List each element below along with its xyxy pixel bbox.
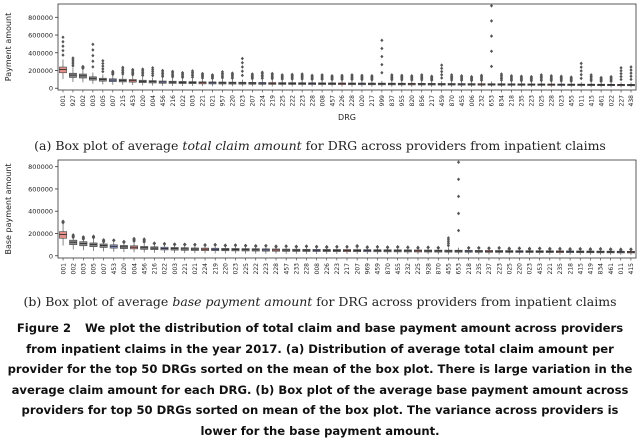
x-tick-label: 225 bbox=[279, 95, 287, 107]
x-tick-label: 207 bbox=[249, 95, 257, 107]
outlier-point bbox=[629, 65, 632, 69]
outlier-point bbox=[396, 245, 399, 249]
x-tick-label: 216 bbox=[151, 263, 159, 275]
outlier-point bbox=[214, 243, 217, 247]
x-tick-label: 453 bbox=[129, 95, 137, 107]
outlier-point bbox=[61, 35, 64, 39]
x-tick-label: 023 bbox=[526, 263, 534, 275]
x-tick-label: 653 bbox=[488, 95, 496, 107]
x-tick-label: 453 bbox=[110, 263, 118, 275]
x-tick-label: 228 bbox=[303, 263, 311, 275]
outlier-point bbox=[91, 48, 94, 52]
x-tick-label: 002 bbox=[80, 95, 88, 107]
x-tick-label: 008 bbox=[319, 95, 327, 107]
outlier-point bbox=[629, 248, 632, 252]
outlier-point bbox=[386, 246, 389, 250]
x-tick-label: 834 bbox=[597, 263, 605, 275]
x-tick-label: 455 bbox=[458, 95, 466, 107]
outlier-point bbox=[193, 243, 196, 247]
caption-b bbox=[0, 294, 640, 309]
x-tick-label: 834 bbox=[498, 95, 506, 107]
y-tick-label: 200000 bbox=[28, 66, 53, 75]
x-tick-label: 217 bbox=[428, 95, 436, 107]
outlier-point bbox=[548, 247, 551, 251]
x-tick-label: 223 bbox=[299, 95, 307, 107]
outlier-point bbox=[579, 247, 582, 251]
outlier-point bbox=[457, 229, 460, 233]
y-tick-label: 200000 bbox=[28, 230, 53, 238]
caption-a-emph: total claim amount bbox=[182, 138, 302, 153]
x-tick-label: 023 bbox=[239, 95, 247, 107]
x-tick-label: 856 bbox=[418, 95, 426, 107]
x-tick-label: 003 bbox=[80, 263, 88, 275]
x-tick-label: 999 bbox=[379, 95, 387, 107]
outlier-point bbox=[440, 67, 443, 71]
x-tick-label: 820 bbox=[408, 95, 416, 107]
x-tick-label: 459 bbox=[438, 95, 446, 107]
outlier-point bbox=[224, 244, 227, 248]
x-tick-label: 023 bbox=[232, 263, 240, 275]
outlier-point bbox=[490, 49, 493, 53]
y-axis-label: Base payment amount bbox=[4, 163, 13, 255]
x-tick-label: 004 bbox=[149, 95, 157, 107]
outlier-point bbox=[558, 247, 561, 251]
outlier-point bbox=[61, 49, 64, 53]
outlier-point bbox=[518, 247, 521, 251]
outlier-point bbox=[599, 247, 602, 251]
x-tick-label: 453 bbox=[536, 263, 544, 275]
outlier-point bbox=[629, 78, 632, 82]
y-tick-label: 600000 bbox=[28, 185, 53, 194]
chart-panel-b bbox=[0, 150, 640, 318]
outlier-point bbox=[295, 245, 298, 249]
chart-panel-a bbox=[0, 0, 640, 150]
x-tick-label: 233 bbox=[293, 263, 301, 275]
figure-caption bbox=[4, 318, 636, 441]
y-tick-label: 400000 bbox=[28, 207, 53, 216]
x-tick-label: 002 bbox=[70, 263, 78, 275]
x-tick-label: 928 bbox=[425, 263, 433, 275]
outlier-point bbox=[61, 40, 64, 44]
outlier-point bbox=[580, 69, 583, 73]
outlier-point bbox=[380, 39, 383, 43]
outlier-point bbox=[91, 43, 94, 47]
outlier-point bbox=[325, 246, 328, 250]
outlier-point bbox=[580, 77, 583, 81]
x-tick-label: 415 bbox=[577, 263, 585, 275]
outlier-point bbox=[440, 73, 443, 77]
x-tick-label: 235 bbox=[476, 263, 484, 275]
outlier-point bbox=[498, 246, 501, 250]
outlier-point bbox=[440, 76, 443, 80]
outlier-point bbox=[241, 74, 244, 78]
caption-b-suffix: for DRG across providers from inpatient claims bbox=[312, 294, 617, 309]
outlier-point bbox=[447, 236, 450, 240]
outlier-point bbox=[241, 65, 244, 69]
x-tick-label: 957 bbox=[219, 95, 227, 107]
outlier-point bbox=[477, 246, 480, 250]
outlier-point bbox=[380, 71, 383, 75]
x-tick-label: 223 bbox=[334, 263, 342, 275]
outlier-point bbox=[183, 243, 186, 247]
x-tick-label: 237 bbox=[486, 263, 494, 275]
outlier-point bbox=[440, 70, 443, 74]
outlier-point bbox=[380, 55, 383, 59]
x-tick-label: 457 bbox=[329, 95, 337, 107]
x-tick-label: 011 bbox=[578, 95, 586, 107]
box-plot-base-payment bbox=[0, 150, 640, 292]
x-tick-label: 220 bbox=[516, 263, 524, 275]
x-tick-label: 224 bbox=[259, 95, 267, 107]
outlier-point bbox=[580, 62, 583, 66]
x-tick-label: 011 bbox=[617, 263, 625, 275]
x-tick-label: 020 bbox=[359, 95, 367, 107]
x-tick-label: 927 bbox=[70, 95, 78, 107]
outlier-point bbox=[241, 61, 244, 65]
outlier-point bbox=[487, 247, 490, 251]
x-tick-label: 221 bbox=[547, 263, 555, 275]
outlier-point bbox=[335, 245, 338, 249]
x-tick-label: 456 bbox=[141, 263, 149, 275]
x-tick-label: 455 bbox=[394, 263, 402, 275]
outlier-point bbox=[366, 246, 369, 250]
box-plot-total-claim bbox=[0, 0, 640, 135]
x-tick-label: 207 bbox=[354, 263, 362, 275]
x-tick-label: 025 bbox=[506, 263, 514, 275]
x-tick-label: 007 bbox=[110, 95, 118, 107]
x-tick-label: 217 bbox=[344, 263, 352, 275]
x-tick-label: 224 bbox=[202, 263, 210, 275]
x-tick-label: 228 bbox=[273, 263, 281, 275]
outlier-point bbox=[629, 68, 632, 72]
x-tick-label: 415 bbox=[628, 263, 636, 275]
x-tick-label: 219 bbox=[269, 95, 277, 107]
outlier-point bbox=[629, 74, 632, 78]
x-tick-label: 235 bbox=[557, 263, 565, 275]
outlier-point bbox=[264, 244, 267, 248]
x-tick-label: 227 bbox=[618, 95, 626, 107]
y-axis-label: Payment amount bbox=[4, 12, 13, 82]
outlier-point bbox=[380, 47, 383, 51]
outlier-point bbox=[490, 19, 493, 23]
x-tick-label: 005 bbox=[90, 263, 98, 275]
outlier-point bbox=[457, 178, 460, 182]
x-tick-label: 222 bbox=[289, 95, 297, 107]
outlier-point bbox=[285, 245, 288, 249]
outlier-point bbox=[91, 59, 94, 63]
x-tick-label: 021 bbox=[209, 95, 217, 107]
outlier-point bbox=[315, 245, 318, 249]
x-tick-label: 007 bbox=[100, 263, 108, 275]
x-tick-label: 455 bbox=[568, 95, 576, 107]
outlier-point bbox=[490, 4, 493, 8]
outlier-point bbox=[173, 243, 176, 247]
x-tick-label: 461 bbox=[598, 95, 606, 107]
y-tick-label: 600000 bbox=[28, 31, 53, 40]
x-tick-label: 223 bbox=[496, 263, 504, 275]
outlier-point bbox=[91, 54, 94, 58]
outlier-point bbox=[163, 242, 166, 246]
x-tick-label: 025 bbox=[538, 95, 546, 107]
outlier-point bbox=[241, 69, 244, 73]
outlier-point bbox=[538, 247, 541, 251]
outlier-point bbox=[61, 44, 64, 48]
x-tick-label: 022 bbox=[608, 95, 616, 107]
x-tick-label: 235 bbox=[518, 95, 526, 107]
outlier-point bbox=[91, 65, 94, 69]
x-tick-label: 022 bbox=[161, 263, 169, 275]
x-tick-label: 955 bbox=[399, 95, 407, 107]
x-tick-label: 228 bbox=[548, 95, 556, 107]
x-tick-label: 218 bbox=[508, 95, 516, 107]
x-tick-label: 221 bbox=[199, 95, 207, 107]
x-tick-label: 223 bbox=[528, 95, 536, 107]
x-tick-label: 223 bbox=[263, 263, 271, 275]
outlier-point bbox=[112, 238, 115, 242]
caption-b-emph: base payment amount bbox=[172, 294, 313, 309]
figure-label: Figure 2 bbox=[16, 321, 72, 335]
y-tick-label: 800000 bbox=[28, 13, 53, 22]
outlier-point bbox=[580, 65, 583, 69]
x-tick-label: 006 bbox=[468, 95, 476, 107]
outlier-point bbox=[61, 53, 64, 57]
outlier-point bbox=[619, 66, 622, 70]
outlier-point bbox=[241, 57, 244, 61]
outlier-point bbox=[380, 63, 383, 67]
outlier-point bbox=[457, 212, 460, 216]
outlier-point bbox=[153, 242, 156, 246]
x-tick-label: 870 bbox=[384, 263, 392, 275]
figure-caption-text: We plot the distribution of total claim and base payment amount across providers from inpatient claims in the year 2017. (a) Distribution of average total claim amount per provider for the top 50 DRGs sorted on the mean of the box plot. There is large variation in the average claim amount for each DRG. (b) Box plot of the average base payment amount across providers for top 50 DRGs sorted on mean of the box plot. The variance across providers is lower for the base payment amount. bbox=[7, 321, 633, 438]
outlier-point bbox=[457, 160, 460, 164]
y-tick-label: 800000 bbox=[28, 163, 53, 172]
x-tick-label: 228 bbox=[349, 95, 357, 107]
outlier-point bbox=[254, 245, 257, 249]
x-tick-label: 220 bbox=[229, 95, 237, 107]
x-tick-label: 461 bbox=[607, 263, 615, 275]
x-tick-label: 459 bbox=[374, 263, 382, 275]
y-tick-label: 0 bbox=[48, 252, 53, 261]
x-tick-label: 220 bbox=[222, 263, 230, 275]
outlier-point bbox=[244, 244, 247, 248]
x-tick-label: 023 bbox=[558, 95, 566, 107]
outlier-point bbox=[457, 195, 460, 199]
x-tick-label: 225 bbox=[415, 263, 423, 275]
x-tick-label: 001 bbox=[60, 95, 68, 107]
x-tick-label: 004 bbox=[131, 263, 139, 275]
x-tick-label: 837 bbox=[389, 95, 397, 107]
x-tick-label: 221 bbox=[181, 263, 189, 275]
x-tick-label: 228 bbox=[309, 95, 317, 107]
outlier-point bbox=[406, 246, 409, 250]
x-tick-label: 021 bbox=[192, 263, 200, 275]
y-tick-label: 400000 bbox=[28, 49, 53, 58]
x-tick-label: 415 bbox=[588, 95, 596, 107]
outlier-point bbox=[203, 243, 206, 247]
x-tick-label: 008 bbox=[313, 263, 321, 275]
x-tick-label: 419 bbox=[587, 263, 595, 275]
caption-b-prefix: (b) Box plot of average bbox=[23, 294, 173, 309]
x-tick-label: 003 bbox=[189, 95, 197, 107]
x-tick-label: 215 bbox=[119, 95, 127, 107]
x-tick-label: 438 bbox=[628, 95, 636, 107]
caption-a-prefix: (a) Box plot of average bbox=[34, 138, 183, 153]
x-tick-label: 455 bbox=[445, 263, 453, 275]
x-tick-label: 218 bbox=[465, 263, 473, 275]
x-tick-label: 226 bbox=[323, 263, 331, 275]
x-tick-label: 225 bbox=[242, 263, 250, 275]
x-tick-label: 870 bbox=[435, 263, 443, 275]
caption-a-suffix: for DRG across providers from inpatient claims bbox=[301, 138, 606, 153]
outlier-point bbox=[305, 245, 308, 249]
x-tick-label: 022 bbox=[179, 95, 187, 107]
x-axis-label: DRG bbox=[338, 113, 356, 122]
y-tick-label: 0 bbox=[48, 84, 53, 93]
outlier-point bbox=[274, 245, 277, 249]
x-tick-label: 870 bbox=[448, 95, 456, 107]
outlier-point bbox=[101, 59, 104, 63]
x-tick-label: 003 bbox=[90, 95, 98, 107]
outlier-point bbox=[467, 246, 470, 250]
x-tick-label: 222 bbox=[252, 263, 260, 275]
outlier-point bbox=[490, 65, 493, 69]
outlier-point bbox=[580, 73, 583, 77]
x-tick-label: 219 bbox=[212, 263, 220, 275]
x-tick-label: 005 bbox=[100, 95, 108, 107]
x-tick-label: 003 bbox=[171, 263, 179, 275]
x-tick-label: 226 bbox=[339, 95, 347, 107]
outlier-point bbox=[376, 245, 379, 249]
plot-frame bbox=[58, 160, 636, 258]
outlier-point bbox=[234, 243, 237, 247]
x-tick-label: 020 bbox=[121, 263, 129, 275]
x-tick-label: 969 bbox=[364, 263, 372, 275]
x-tick-label: 001 bbox=[60, 263, 68, 275]
outlier-point bbox=[151, 66, 154, 70]
outlier-point bbox=[440, 63, 443, 67]
outlier-point bbox=[345, 245, 348, 249]
outlier-point bbox=[629, 71, 632, 75]
x-tick-label: 216 bbox=[169, 95, 177, 107]
outlier-point bbox=[437, 246, 440, 250]
x-tick-label: 457 bbox=[283, 263, 291, 275]
x-tick-label: 456 bbox=[159, 95, 167, 107]
outlier-point bbox=[490, 34, 493, 38]
x-tick-label: 232 bbox=[405, 263, 413, 275]
x-tick-label: 218 bbox=[567, 263, 575, 275]
x-tick-label: 217 bbox=[369, 95, 377, 107]
plot-frame bbox=[58, 4, 636, 90]
x-tick-label: 020 bbox=[139, 95, 147, 107]
x-tick-label: 653 bbox=[455, 263, 463, 275]
x-tick-label: 232 bbox=[478, 95, 486, 107]
outlier-point bbox=[416, 246, 419, 250]
outlier-point bbox=[427, 246, 430, 250]
outlier-point bbox=[71, 56, 74, 60]
